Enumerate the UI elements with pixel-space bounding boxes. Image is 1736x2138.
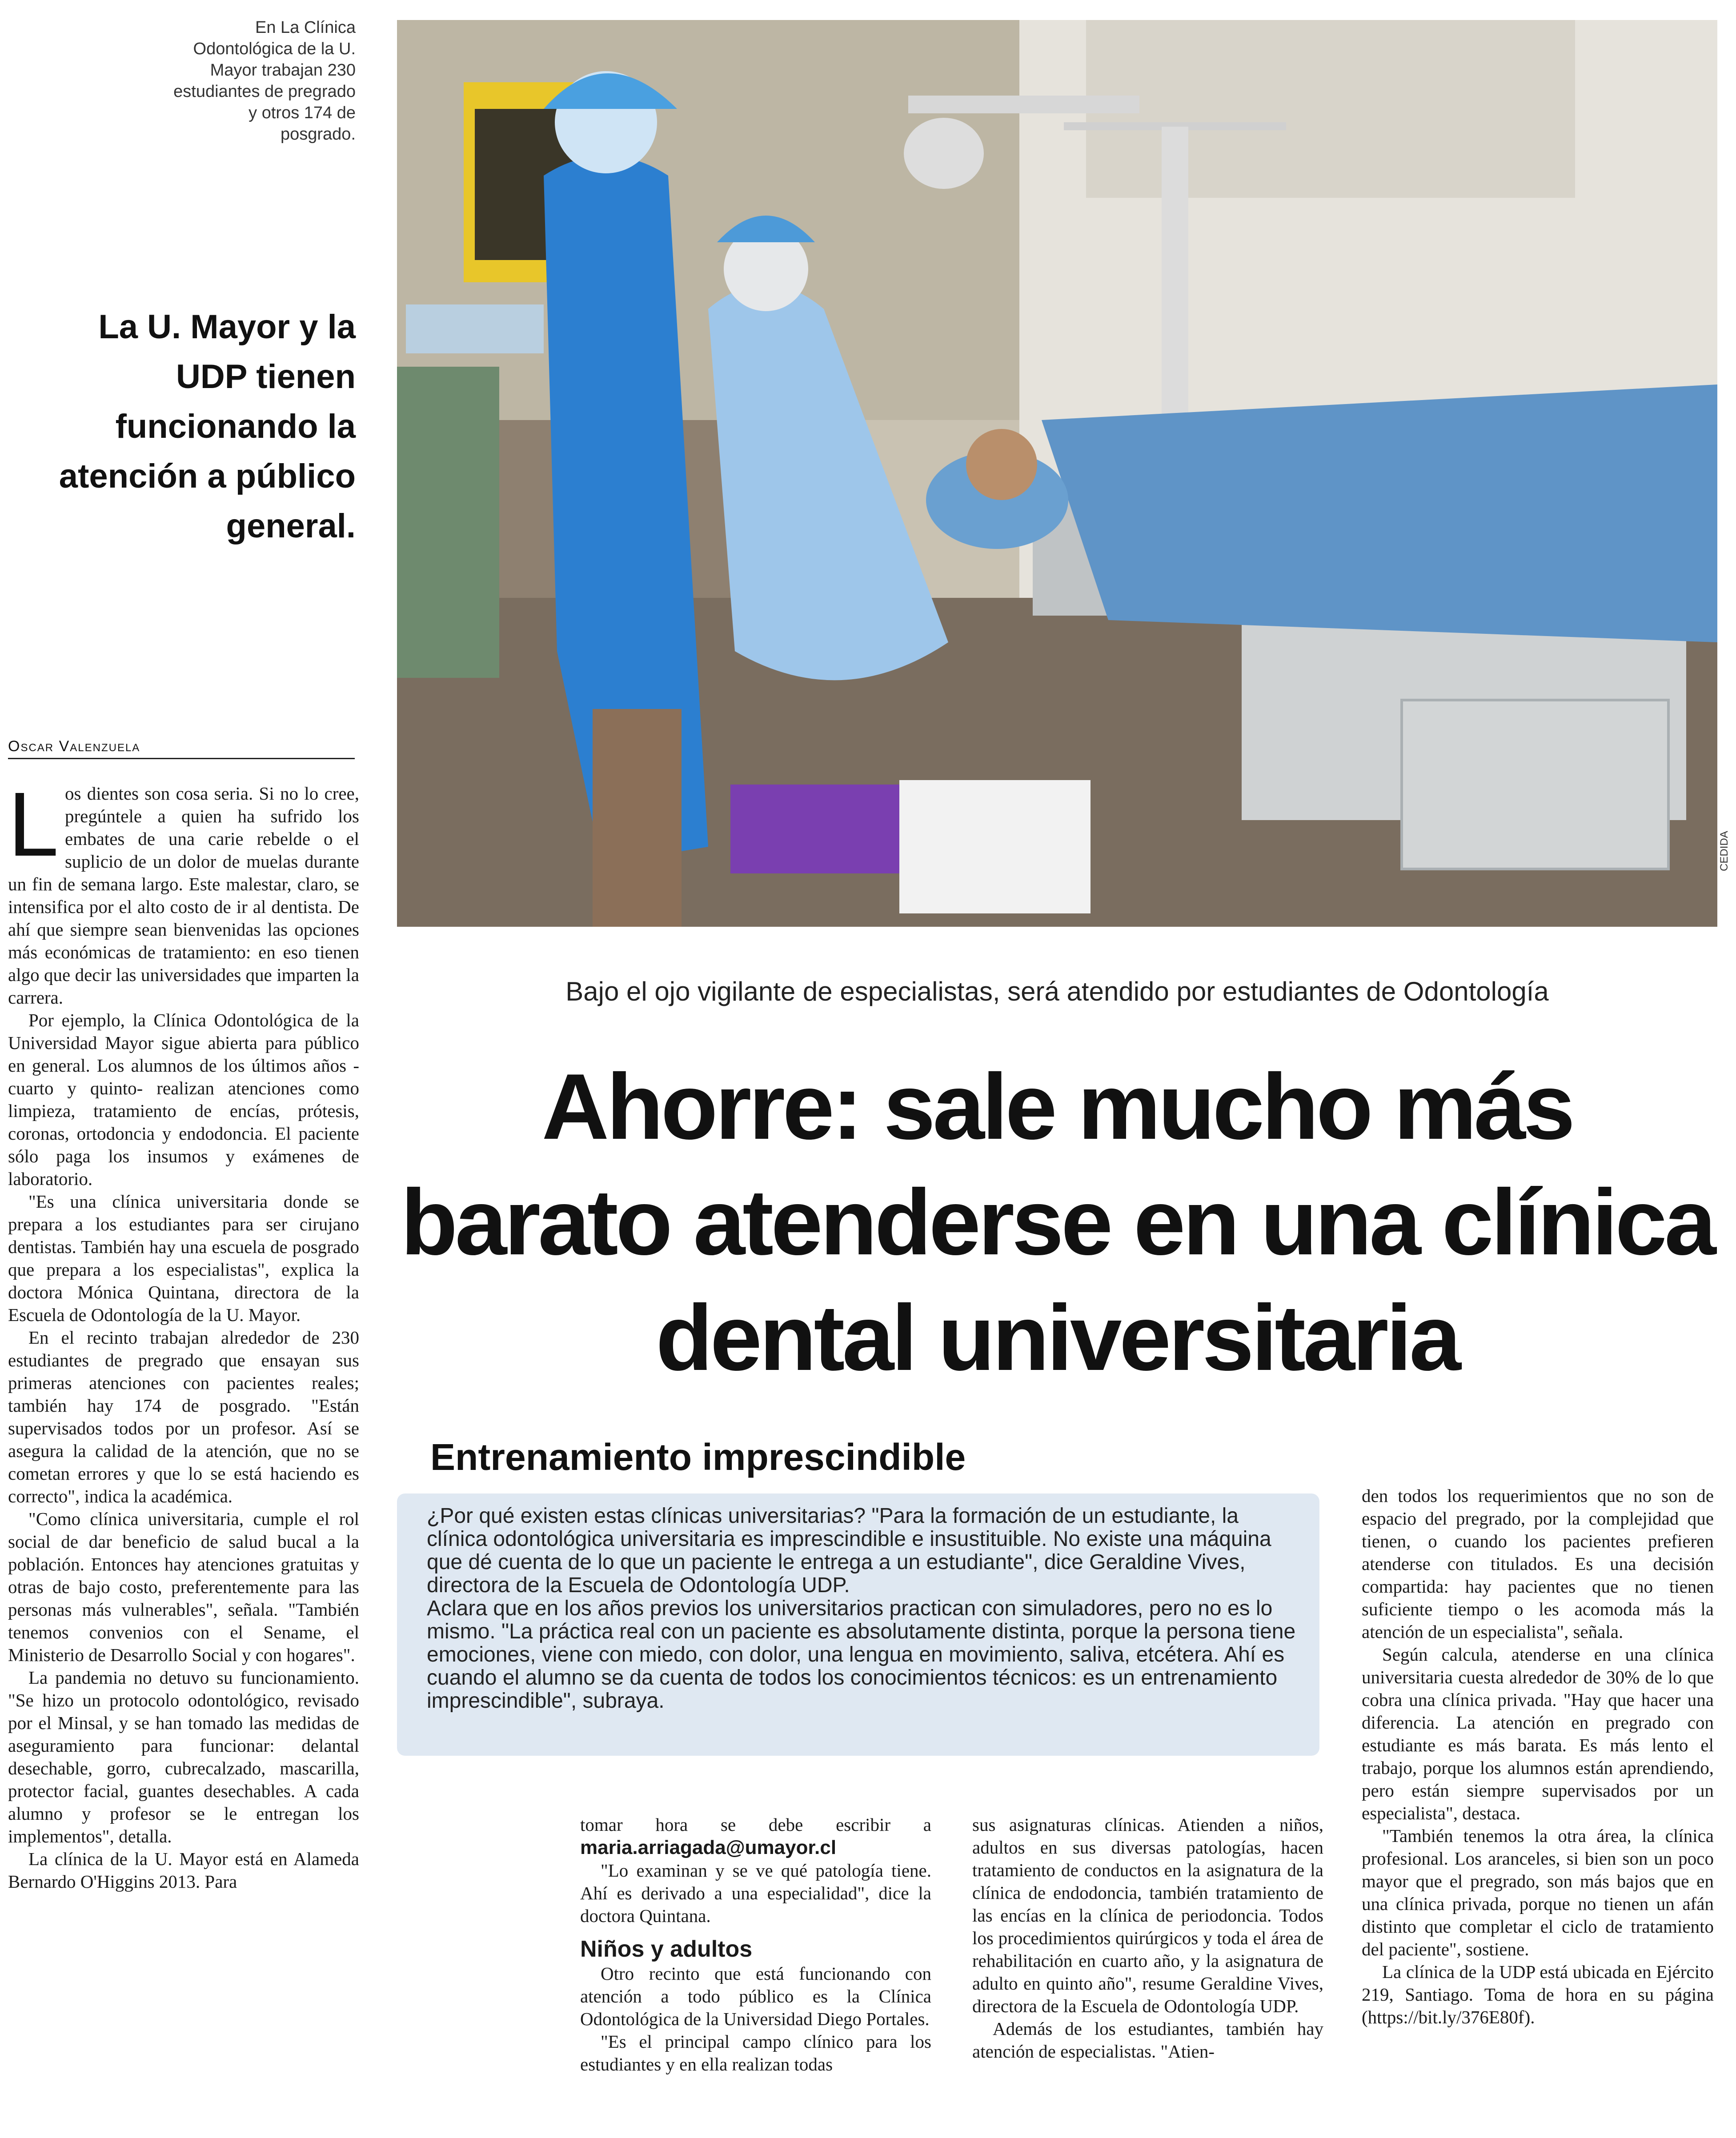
pull-quote: La U. Mayor y la UDP tienen funcionando la atención a público general.: [59, 308, 356, 545]
paragraph: La pandemia no detuvo su funcionamiento. "Se hizo un protocolo odontológico, revisado por el Minsal, y se han tomado las medidas de aseguramiento para funcionar: delantal desechable, gorro, cubrecalzado, mascarilla, protector facial, guantes desechables. A cada alumno y profesor se le entregan los implementos", detalla.: [8, 1667, 359, 1846]
column-5: [1362, 1485, 1714, 2134]
paragraph: "Es una clínica universitaria donde se prepara a los estudiantes para ser cirujano dentistas. También hay una escuela de posgrado que prepara a los especialistas", explica la doctora Mónica Quintana, directora de la Escuela de Odontología de la U. Mayor.: [8, 1191, 359, 1325]
column-3: [580, 1814, 931, 2134]
paragraph: En el recinto trabajan alrededor de 230 estudiantes de pregrado que ensayan sus primeras atenciones con pacientes reales; también hay 174 de posgrado. "Están supervisados todos por un profesor. Así se asegura la calidad de la atención, que no se cometan errores y que lo se está haciendo es correcto", indica la académica.: [8, 1327, 359, 1506]
paragraph: "Como clínica universitaria, cumple el rol social de dar beneficio de salud bucal a la población. Entonces hay atenciones gratuitas y otras de bajo costo, preferentemente para las personas más vulnerables", señala. "También tenemos convenios con el Sename, el Ministerio de Desarrollo Social y con hogares".: [8, 1509, 359, 1665]
headline: Ahorre: sale mucho más barato atenderse en una clínica dental universitaria: [401, 1054, 1714, 1390]
paragraph: Por ejemplo, la Clínica Odontológica de la Universidad Mayor sigue abierta para público en general. Los alumnos de los últimos años -cuarto y quinto- realizan atenciones como limpieza, tratamiento de encías, prótesis, coronas, ortodoncia y endodoncia. El paciente sólo paga los insumos y exámenes de laboratorio.: [8, 1010, 359, 1189]
email-address: maria.arriagada@umayor.cl: [580, 1837, 837, 1858]
paragraph: Además de los estudiantes, también hay atención de especialistas. "Atien-: [972, 2018, 1323, 2062]
paragraph: Los dientes son cosa seria. Si no lo cree, pregúntele a quien ha sufrido los embates de una carie rebelde o el suplicio de un dolor de muelas durante un fin de semana largo. Este malestar, claro, se intensifica por el alto costo de ir al dentista. De ahí que siempre sean bienvenidas las opciones más económicas de tratamiento: en eso tienen algo que decir las universidades que imparten la carrera.: [8, 782, 359, 1008]
paragraph: sus asignaturas clínicas. Atienden a niños, adultos en sus diversas patologías, hacen tratamiento de conductos en la asignatura de la clínica de endodoncia, también tratamiento de las encías en la clínica de periodoncia. Todos los procedimientos quirúrgicos y toda el área de rehabilitación en cuarto año, y la asignatura de adulto en quinto año", resume Geraldine Vives, directora de la Escuela de Odontología UDP.: [972, 1814, 1323, 2016]
kicker: Bajo el ojo vigilante de especialistas, será atendido por estudiantes de Odontología: [565, 977, 1549, 1006]
photo-credit: CEDIDA: [1718, 831, 1730, 871]
dropcap: L: [8, 782, 59, 875]
paragraph: "También tenemos la otra área, la clínica profesional. Los aranceles, si bien son un poco mayor que el pregrado, son más bajos que en una clínica privada, porque no tienen un afán distinto que completar el ciclo de tratamiento del paciente", sostiene.: [1362, 1826, 1714, 1959]
paragraph: Aclara que en los años previos los universitarios practican con simuladores, pero no es lo mismo. "La práctica real con un paciente es absolutamente distinta, porque la persona tiene emociones, viene con miedo, con dolor, una lengua en movimiento, saliva, etcétera. Ahí es cuando el alumno se da cuenta de todos los conocimientos técnicos: es un entrenamiento imprescindible", subraya.: [427, 1597, 1296, 1713]
section-heading: Niños y adultos: [580, 1936, 753, 1962]
highlight-box-text: [427, 1505, 1303, 1713]
paragraph: tomar hora se debe escribir a maria.arriagada@umayor.cl: [580, 1814, 931, 1858]
paragraph: "Es el principal campo clínico para los estudiantes y en ella realizan todas: [580, 2031, 931, 2074]
column-1: [8, 782, 359, 2134]
byline: Oscar Valenzuela: [8, 738, 355, 759]
paragraph: "Lo examinan y se ve qué patología tiene. Ahí es derivado a una especialidad", dice la doctora Quintana.: [580, 1860, 931, 1926]
paragraph: La clínica de la UDP está ubicada en Ejército 219, Santiago. Toma de hora en su página (https://bit.ly/376E80f).: [1362, 1962, 1714, 2027]
paragraph: Según calcula, atenderse en una clínica universitaria cuesta alrededor de 30% de lo que cobra una clínica privada. "Hay que hacer una diferencia. La atención en pregrado con estudiante es más barata. Es más lento el trabajo, porque los alumnos están aprendiendo, pero están siempre supervisados por un especialista", destaca.: [1362, 1644, 1714, 1823]
paragraph: ¿Por qué existen estas clínicas universitarias? "Para la formación de un estudiante, la clínica odontológica universitaria es imprescindible e insustituible. No existe una máquina que dé cuenta de lo que un paciente le entrega a un estudiante", dice Geraldine Vives, directora de la Escuela de Odontología UDP.: [427, 1504, 1271, 1597]
photo-caption: En La Clínica Odontológica de la U. Mayor trabajan 230 estudiantes de pregrado y otros 174 de posgrado.: [173, 18, 356, 144]
paragraph: den todos los requerimientos que no son de espacio del pregrado, por la complejidad que tienen, o cuando los pacientes prefieren atenderse con titulados. Es una decisión compartida: hay pacientes que no tienen suficiente tiempo o les acomoda más la atención de un especialista", señala.: [1362, 1485, 1714, 1642]
subhead: Entrenamiento imprescindible: [430, 1436, 966, 1478]
clinic-photo: [397, 20, 1717, 927]
paragraph: Otro recinto que está funcionando con atención a todo público es la Clínica Odontológica de la Universidad Diego Portales.: [580, 1963, 931, 2029]
column-4: [972, 1814, 1323, 2134]
paragraph: La clínica de la U. Mayor está en Alameda Bernardo O'Higgins 2013. Para: [8, 1849, 359, 1892]
